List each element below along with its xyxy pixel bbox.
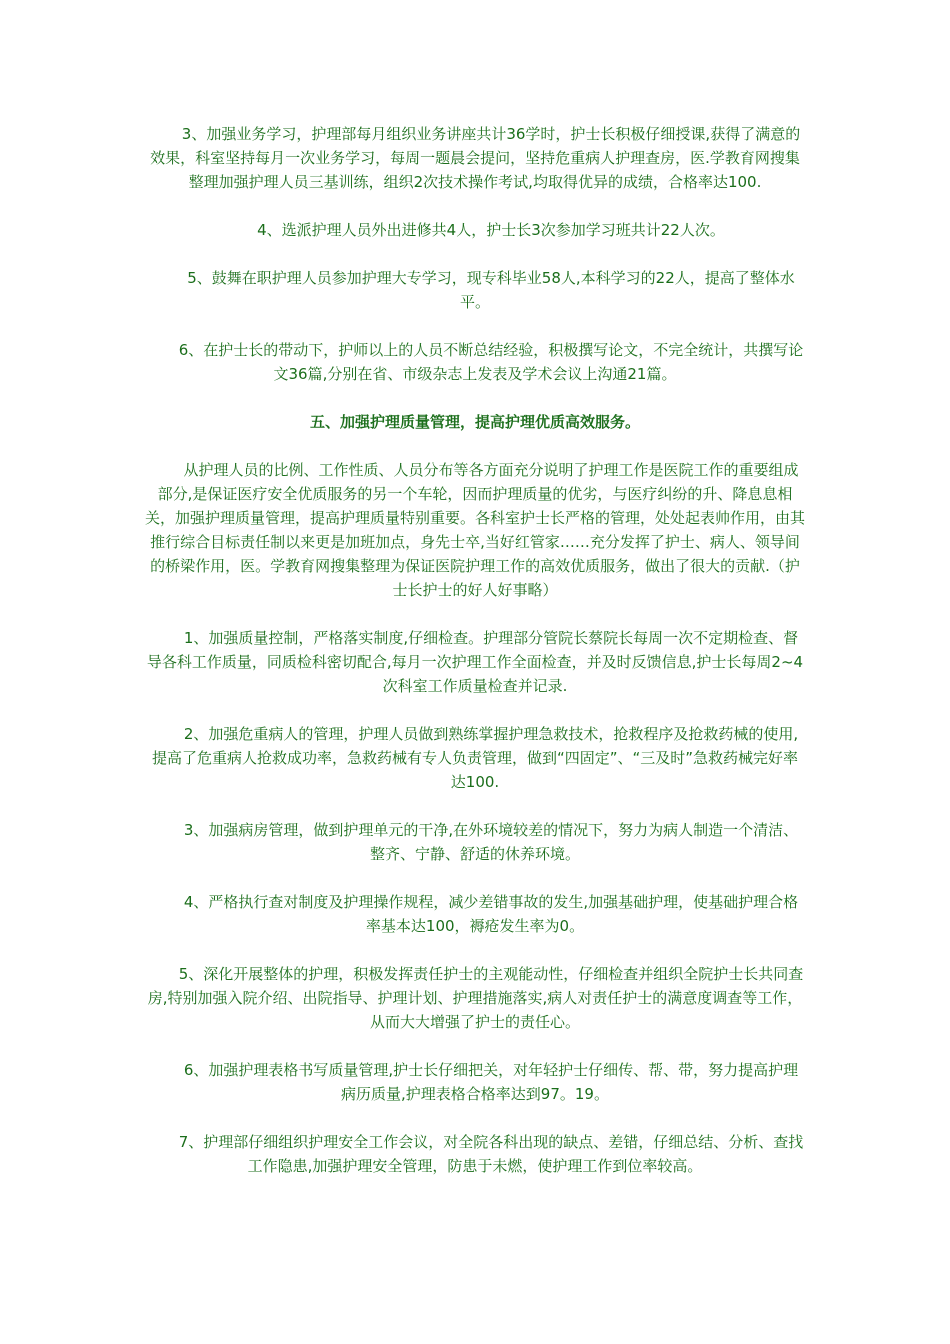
paragraph-item-5: 5、鼓舞在职护理人员参加护理大专学习，现专科毕业58人,本科学习的22人，提高了整体水平。 <box>187 269 795 311</box>
intro-paragraph: 从护理人员的比例、工作性质、人员分布等各方面充分说明了护理工作是医院工作的重要组成部分,是保证医疗安全优质服务的另一个车轮，因而护理质量的优劣，与医疗纠纷的升、降息息相关，加强护理质量管理，提高护理质量特别重要。各科室护士长严格的管理，处处起表帅作用，由其推行综合目标责任制以来更是加班加点，身先士卒,当好红管家……充分发挥了护士、病人、领导间的桥梁作用，医。学教育网搜集整理为保证医院护理工作的高效优质服务，做出了很大的贡献.（护士长护士的好人好事略） <box>145 461 806 599</box>
quality-item-3: 3、加强病房管理，做到护理单元的干净,在外环境较差的情况下，努力为病人制造一个清洁、整齐、宁静、舒适的休养环境。 <box>183 821 799 863</box>
paragraph-item-4: 4、选派护理人员外出进修共4人，护士长3次参加学习班共计22人次。 <box>257 221 725 239</box>
quality-item-4: 4、严格执行查对制度及护理操作规程，减少差错事故的发生,加强基础护理，使基础护理合格率基本达100，褥疮发生率为0。 <box>183 893 799 935</box>
quality-item-5: 5、深化开展整体的护理，积极发挥责任护士的主观能动性，仔细检查并组织全院护士长共同查房,特别加强入院介绍、出院指导、护理计划、护理措施落实,病人对责任护士的满意度调查等工作，从而大大增强了护士的责任心。 <box>147 965 804 1031</box>
paragraph-item-6: 6、在护士长的带动下，护师以上的人员不断总结经验，积极撰写论文，不完全统计，共撰写论文36篇,分别在省、市级杂志上发表及学术会议上沟通21篇。 <box>178 341 804 383</box>
quality-item-1: 1、加强质量控制，严格落实制度,仔细检查。护理部分管院长蔡院长每周一次不定期检查、督导各科工作质量，同质检科密切配合,每月一次护理工作全面检查，并及时反馈信息,护士长每周2~4次科室工作质量检查并记录. <box>146 629 804 695</box>
quality-item-7: 7、护理部仔细组织护理安全工作会议，对全院各科出现的缺点、差错，仔细总结、分析、查找工作隐患,加强护理安全管理，防患于未燃，使护理工作到位率较高。 <box>178 1133 804 1175</box>
quality-item-6: 6、加强护理表格书写质量管理,护士长仔细把关，对年轻护士仔细传、帮、带，努力提高护理病历质量,护理表格合格率达到97。19。 <box>183 1061 799 1103</box>
document-page <box>145 122 805 1202</box>
paragraph-item-3: 3、加强业务学习，护理部每月组织业务讲座共计36学时，护士长积极仔细授课,获得了满意的效果，科室坚持每月一次业务学习，每周一题晨会提问，坚持危重病人护理查房，医.学教育网搜集整理加强护理人员三基训练，组织2次技术操作考试,均取得优异的成绩，合格率达100. <box>150 125 801 191</box>
quality-item-2: 2、加强危重病人的管理，护理人员做到熟练掌握护理急救技术，抢救程序及抢救药械的使用,提高了危重病人抢救成功率，急救药械有专人负责管理，做到“四固定”、“三及时”急救药械完好率达100. <box>151 725 799 791</box>
section-heading: 五、加强护理质量管理，提高护理优质高效服务。 <box>309 413 640 431</box>
